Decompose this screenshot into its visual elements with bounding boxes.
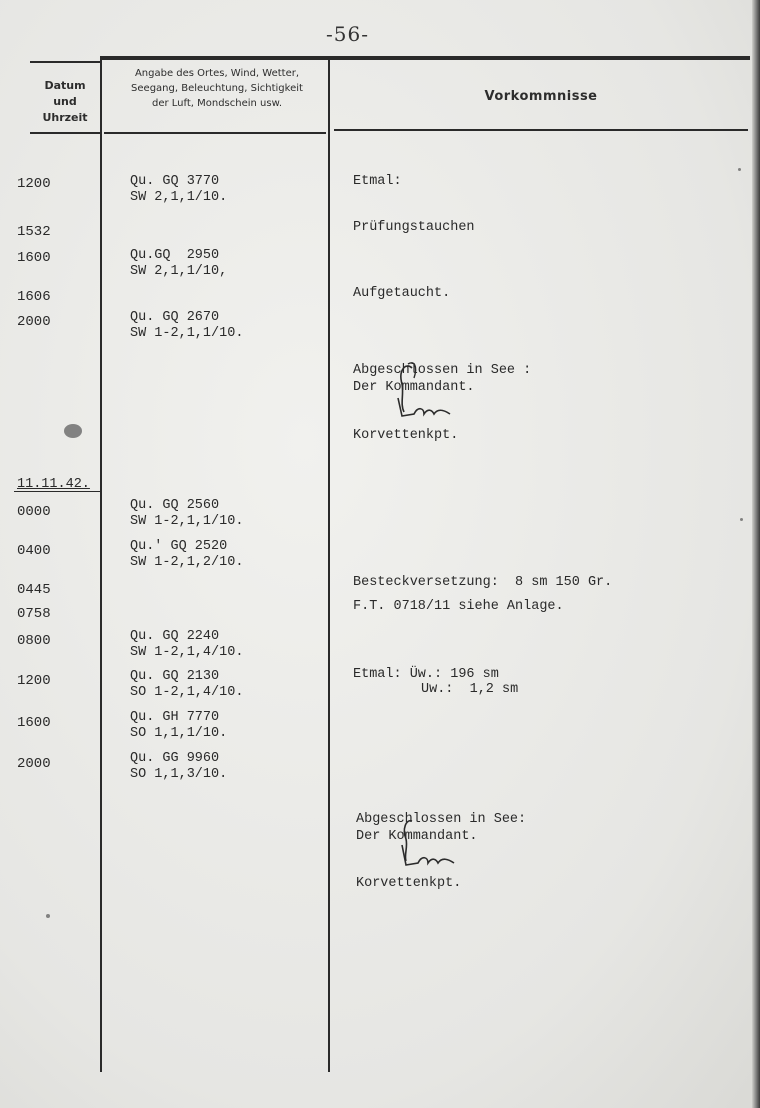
wind-weather: SO 1,1,3/10. [130,767,228,782]
wind-weather: SW 1-2,1,1/10. [130,514,244,529]
time-0400: 0400 [17,543,51,559]
closing-rank: Korvettenkpt. [353,428,459,443]
header-vorkommnisse: Vorkommnisse [484,89,598,104]
date-label: 11.11.42. [17,477,90,492]
event-text: Besteckversetzung: 8 sm 150 Gr. [353,575,613,590]
ink-speck [740,518,743,521]
position-grid: Qu. GQ 2560 [130,498,220,513]
position-grid: Qu. GQ 2130 [130,669,220,684]
position-grid: Qu. GQ 2240 [130,629,220,644]
wind-weather: SO 1-2,1,4/10. [130,685,244,700]
ink-speck [738,168,741,171]
position-grid: Qu.' GQ 2520 [130,539,228,554]
position-grid: Qu. GQ 2670 [130,310,220,325]
closing-rank: Korvettenkpt. [356,876,462,891]
top-rule-left [30,61,102,63]
commander-signature [392,815,472,875]
position-grid: Qu. GH 7770 [130,710,220,725]
time-1606: 1606 [17,289,51,305]
event-text: F.T. 0718/11 siehe Anlage. [353,599,564,614]
closing-commander: Der Kommandant. [353,380,475,395]
header-angabe: Angabe des Ortes, Wind, Wetter, Seegang, Beleuchtung, Sichtigkeit der Luft, Mondschein usw. [131,68,303,109]
page-edge-shadow [752,0,760,1108]
time-0445: 0445 [17,582,51,598]
header-rule-middle [104,132,326,134]
time-0800: 0800 [17,633,51,649]
time-1600: 1600 [17,250,51,266]
wind-weather: SW 1-2,1,1/10. [130,326,244,341]
header-rule-left [30,132,102,134]
closing-line: Abgeschlossen in See : [353,363,532,378]
position-grid: Qu. GQ 3770 [130,174,220,189]
top-rule [100,56,750,60]
time-1600: 1600 [17,715,51,731]
time-1200: 1200 [17,673,51,689]
event-etmal-uw: Etmal: Üw.: 196 sm [353,667,499,682]
position-grid: Qu. GG 9960 [130,751,220,766]
time-0000: 0000 [17,504,51,520]
closing-commander: Der Kommandant. [356,829,478,844]
wind-weather: SO 1,1,1/10. [130,726,228,741]
time-0758: 0758 [17,606,51,622]
page-number: -56- [326,22,369,46]
time-2000: 2000 [17,314,51,330]
ink-smudge [64,424,82,438]
event-text: Aufgetaucht. [353,286,451,301]
commander-signature [384,358,464,428]
wind-weather: SW 1-2,1,2/10. [130,555,244,570]
time-2000: 2000 [17,756,51,772]
position-grid: Qu.GQ 2950 [130,248,220,263]
header-rule-right [334,129,748,131]
wind-weather: SW 2,1,1/10, [130,264,228,279]
time-1200: 1200 [17,176,51,192]
event-text: Etmal: [353,174,402,189]
closing-line: Abgeschlossen in See: [356,812,527,827]
time-1532: 1532 [17,224,51,240]
header-datum: Datum und Uhrzeit [42,79,88,124]
wind-weather: SW 2,1,1/10. [130,190,228,205]
column-divider-2 [328,60,330,1072]
column-divider-1 [100,60,102,1072]
event-text: Prüfungstauchen [353,220,475,235]
wind-weather: SW 1-2,1,4/10. [130,645,244,660]
event-etmal-uw-submerged: Uw.: 1,2 sm [421,682,519,697]
ink-speck [46,914,50,918]
